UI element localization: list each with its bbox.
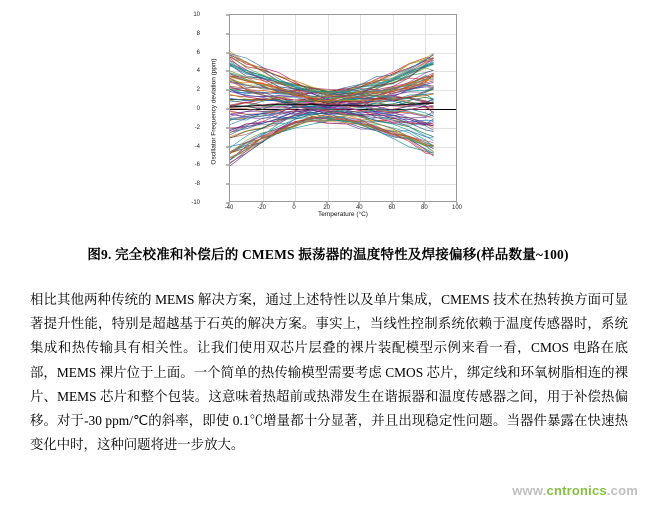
watermark-prefix: www. <box>512 483 547 498</box>
site-watermark <box>512 483 638 498</box>
y-tick-label: -10 <box>191 200 200 206</box>
body-paragraph: 相比其他两种传统的 MEMS 解决方案，通过上述特性以及单片集成，CMEMS 技术在热转换方面可显著提升性能，特别是超越基于石英的解决方案。事实上，当线性控制系统依赖于温度传感器时，系统集成和热传输具有相关性。让我们使用双芯片层叠的裸片装配模型示例来看一看，CMOS 电路在底部，MEMS 裸片位于上面。一个简单的热传输模型需要考虑 CMOS 芯片，绑定线和环氧树脂相连的裸片、MEMS 芯片和整个包装。这意味着热超前或热滞发生在谐振器和温度传感器之间，用于补偿热偏移。对于-30 ppm/℃的斜率，即使 0.1℃增量都十分显著，并且出现稳定性问题。当器件暴露在快速热变化中时，这种问题将进一步放大。 <box>30 292 628 453</box>
x-tick-label: 60 <box>388 205 396 211</box>
x-tick-mark <box>391 202 392 205</box>
y-tick-label: -2 <box>194 124 200 131</box>
figure-caption: 图9. 完全校准和补偿后的 CMEMS 振荡器的温度特性及焊接偏移(样品数量~100) <box>87 247 569 262</box>
x-tick-mark <box>294 202 295 205</box>
y-tick-label: -6 <box>194 162 200 169</box>
x-tick-label: 40 <box>355 205 363 211</box>
x-tick-mark <box>261 202 262 205</box>
y-tick-label: 8 <box>196 30 200 37</box>
x-tick-label: 100 <box>451 205 462 211</box>
y-tick-label: 4 <box>196 68 200 75</box>
frequency-deviation-traces <box>230 15 457 202</box>
y-tick-label: 10 <box>193 12 200 18</box>
x-tick-label: 0 <box>292 205 296 211</box>
watermark-brand: cntronics <box>546 483 607 498</box>
x-tick-mark <box>229 202 230 205</box>
x-tick-label: -20 <box>257 205 266 211</box>
y-tick-label: 6 <box>196 49 200 56</box>
x-tick-mark <box>457 202 458 205</box>
x-tick-label: -40 <box>224 205 234 211</box>
x-tick-mark <box>359 202 360 205</box>
y-tick-label: 0 <box>196 106 200 112</box>
x-tick-label: 80 <box>421 205 428 211</box>
y-tick-label: -8 <box>194 181 200 188</box>
x-axis-title: Temperature (°C) <box>318 211 368 218</box>
x-tick-mark <box>326 202 327 205</box>
y-tick-label: 2 <box>196 87 200 94</box>
plot-area <box>229 14 457 202</box>
y-axis-title: Oscillator Frequency deviation (ppm) <box>210 58 218 165</box>
x-tick-label: 20 <box>323 205 331 211</box>
y-tick-label: -4 <box>194 143 200 150</box>
chart-figure <box>183 8 479 230</box>
x-tick-mark <box>424 202 425 205</box>
watermark-suffix: .com <box>606 483 638 498</box>
